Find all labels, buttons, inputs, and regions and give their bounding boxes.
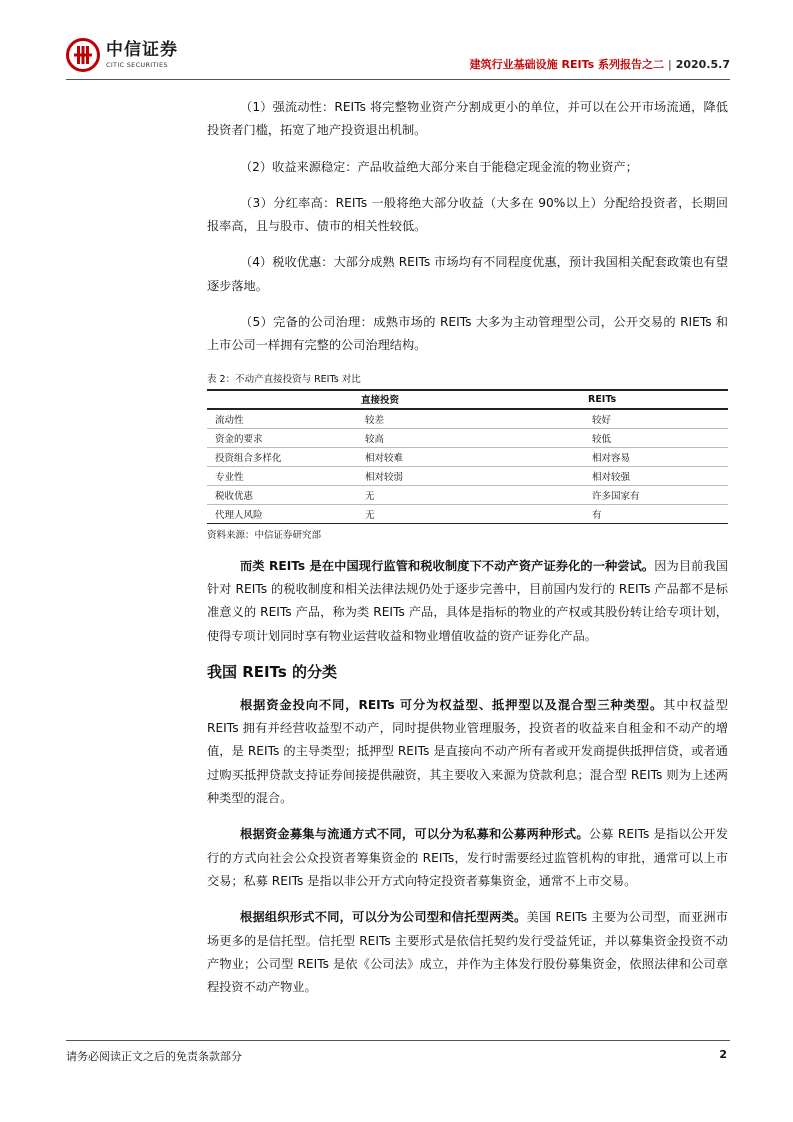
table-row (207, 504, 728, 523)
table-cell: 较好 (584, 409, 728, 429)
table-source: 资料来源：中信证券研究部 (207, 529, 322, 541)
classification-lead: 根据资金募集与流通方式不同，可以分为私募和公募两种形式。 (240, 827, 589, 842)
table-cell: 无 (357, 504, 584, 523)
report-date: 2020.5.7 (675, 58, 730, 71)
classification-body: 美国 REITs 主要为公司型，而亚洲市场更多的是信托型。信托型 REITs 主要形式是依信托契约发行受益凭证，并以募集资金投资不动产物业；公司型 REITs 是依《公司法》成立，并作为主体发行股份募集资金，依照法律和公司章程投资不动产物业。 (207, 910, 728, 995)
quasi-reits-body: 因为目前我国针对 REITs 的税收制度和相关法律法规仍处于逐步完善中，目前国内发行的 REITs 产品都不是标准意义的 REITs 产品，称为类 REITs 产品，具体是指标的物业的产权或其股份转让给专项计划，使得专项计划同时享有物业运营收益和物业增值收益的资产证券化产品。 (207, 558, 728, 643)
classification-by-investment (207, 694, 728, 810)
table-cell: 税收优惠 (207, 485, 357, 504)
table-row (207, 428, 728, 447)
classification-body: 其中权益型 REITs 拥有并经营收益型不动产，同时提供物业管理服务，投资者的收益来自租金和不动产的增值，是 REITs 的主导类型；抵押型 REITs 是直接向不动产所有者或开发商提供抵押信贷，或者通过购买抵押贷款支持证券间接提供融资，其主要收入来源为贷款利息；混合型 REITs 则为上述两种类型的混合。 (207, 697, 728, 806)
table-cell: 相对较难 (357, 447, 584, 466)
header-separator: | (668, 58, 672, 71)
comparison-table (207, 389, 728, 524)
disclaimer-notice: 请务必阅读正文之后的免责条款部分 (66, 1050, 242, 1063)
classification-by-organization (207, 906, 728, 999)
table-cell: 资金的要求 (207, 428, 357, 447)
report-series-title: 建筑行业基础设施 REITs 系列报告之二 (469, 58, 664, 71)
logo-english-name: CITIC SECURITIES (106, 60, 168, 69)
table-header-row (207, 390, 728, 409)
table-cell: 许多国家有 (584, 485, 728, 504)
page-number: 2 (719, 1048, 727, 1061)
quasi-reits-lead: 而类 REITs 是在中国现行监管和税收制度下不动产资产证券化的一种尝试。 (240, 558, 655, 573)
logo-chinese-name: 中信证券 (106, 39, 178, 60)
header-divider (66, 79, 730, 80)
table-row (207, 447, 728, 466)
table-cell: 较差 (357, 409, 584, 429)
classification-by-fundraising (207, 823, 728, 893)
table-cell: 流动性 (207, 409, 357, 429)
table-cell: 相对较弱 (357, 466, 584, 485)
table-header-direct: 直接投资 (357, 390, 584, 409)
table-cell: 有 (584, 504, 728, 523)
feature-stable-income: （2）收益来源稳定：产品收益绝大部分来自于能稳定现金流的物业资产； (240, 159, 638, 174)
feature-liquidity: （1）强流动性：REITs 将完整物业资产分割成更小的单位，并可以在公开市场流通，降低投资者门槛，拓宽了地产投资退出机制。 (207, 100, 728, 138)
main-content (207, 96, 728, 1012)
classification-body: 公募 REITs 是指以公开发行的方式向社会公众投资者筹集资金的 REITs，发行时需要经过监管机构的审批，通常可以上市交易；私募 REITs 是指以非公开方式向特定投资者募集资金，通常不上市交易。 (207, 827, 729, 888)
feature-governance: （5）完备的公司治理：成熟市场的 REITs 大多为主动管理型公司，公开交易的 RIETs 和上市公司一样拥有完整的公司治理结构。 (207, 315, 728, 353)
table-cell: 较高 (357, 428, 584, 447)
quasi-reits-paragraph (207, 555, 728, 648)
table-cell: 代理人风险 (207, 504, 357, 523)
table-cell: 较低 (584, 428, 728, 447)
citic-emblem-icon (66, 38, 100, 72)
table-header-cell (207, 390, 357, 409)
citic-logo (66, 38, 178, 72)
feature-tax-benefit: （4）税收优惠：大部分成熟 REITs 市场均有不同程度优惠，预计我国相关配套政策也有望逐步落地。 (207, 255, 728, 293)
table-cell: 专业性 (207, 466, 357, 485)
table-cell: 投资组合多样化 (207, 447, 357, 466)
report-series-info (470, 56, 730, 72)
page-header (66, 38, 730, 78)
table-row (207, 466, 728, 485)
table-row (207, 485, 728, 504)
table-caption: 表 2：不动产直接投资与 REITs 对比 (207, 373, 361, 385)
table-header-reits: REITs (584, 390, 728, 409)
feature-high-dividend: （3）分红率高：REITs 一般将绝大部分收益（大多在 90%以上）分配给投资者，长期回报率高，且与股市、债市的相关性较低。 (207, 195, 728, 234)
classification-lead: 根据资金投向不同，REITs 可分为权益型、抵押型以及混合型三种类型。 (240, 697, 664, 712)
table-cell: 相对较强 (584, 466, 728, 485)
classification-lead: 根据组织形式不同，可以分为公司型和信托型两类。 (240, 910, 527, 925)
table-row (207, 409, 728, 429)
table-cell: 无 (357, 485, 584, 504)
table-cell: 相对容易 (584, 447, 728, 466)
section-heading: 我国 REITs 的分类 (207, 662, 337, 681)
footer-divider (66, 1040, 730, 1041)
